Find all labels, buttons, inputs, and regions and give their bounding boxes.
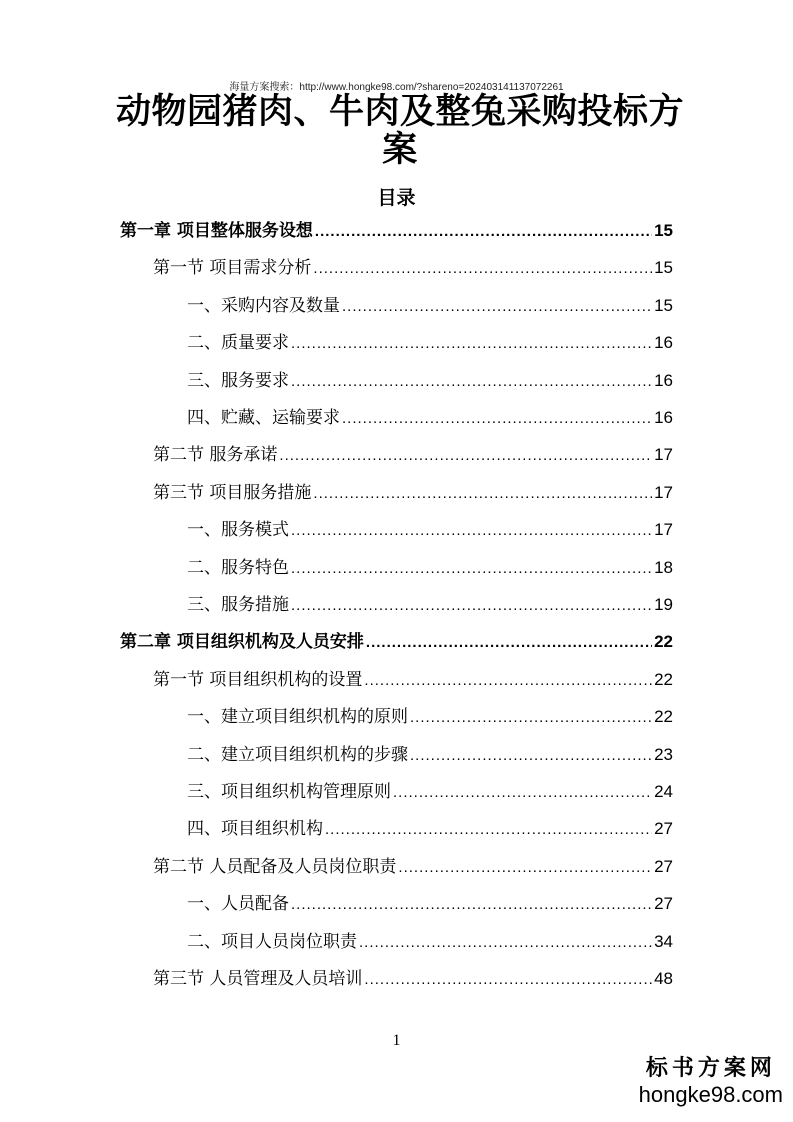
toc-entry-label: 第三节 人员管理及人员培训 (153, 969, 363, 989)
toc-entry-page: 17 (654, 520, 673, 539)
toc-leader-dots (410, 703, 652, 733)
toc-entry-section[interactable] (153, 852, 673, 882)
toc-entry-subsection[interactable] (187, 291, 673, 321)
toc-entry-section[interactable] (153, 665, 673, 695)
toc-entry-label: 一、人员配备 (187, 894, 289, 914)
toc-leader-dots (291, 890, 652, 920)
toc-entry-label: 三、项目组织机构管理原则 (187, 782, 391, 802)
toc-leader-dots (325, 815, 652, 845)
toc-entry-label: 一、建立项目组织机构的原则 (187, 707, 408, 727)
toc-entry-page: 22 (654, 632, 673, 651)
toc-entry-label: 一、服务模式 (187, 520, 289, 540)
toc-entry-label: 四、项目组织机构 (187, 819, 323, 839)
toc-leader-dots (291, 516, 652, 546)
toc-leader-dots (342, 292, 652, 322)
toc-entry-subsection[interactable] (187, 927, 673, 957)
toc-entry-page: 48 (654, 969, 673, 988)
toc-entry-subsection[interactable] (187, 553, 673, 583)
toc-entry-page: 16 (654, 371, 673, 390)
toc-leader-dots (291, 329, 652, 359)
toc-entry-page: 16 (654, 333, 673, 352)
toc-entry-subsection[interactable] (187, 777, 673, 807)
toc-entry-page: 27 (654, 819, 673, 838)
toc-entry-label: 二、项目人员岗位职责 (187, 932, 357, 952)
toc-entry-page: 24 (654, 782, 673, 801)
toc-entry-page: 23 (654, 745, 673, 764)
toc-leader-dots (410, 741, 652, 771)
toc-entry-page: 22 (654, 670, 673, 689)
toc-leader-dots (313, 254, 652, 284)
toc-entry-chapter[interactable] (120, 627, 673, 657)
toc-entry-label: 第一节 项目组织机构的设置 (153, 670, 363, 690)
toc-entry-page: 27 (654, 857, 673, 876)
toc-entry-subsection[interactable] (187, 366, 673, 396)
watermark-cn-text: 标书方案网 (645, 1056, 776, 1081)
header-source-url: 海量方案搜索：http://www.hongke98.com/?shareno=202403141137072261 (229, 82, 564, 93)
toc-entry-label: 二、服务特色 (187, 558, 289, 578)
toc-entry-label: 第二节 人员配备及人员岗位职责 (153, 857, 397, 877)
toc-leader-dots (315, 217, 652, 247)
toc-heading: 目录 (377, 187, 416, 209)
toc-entry-label: 三、服务要求 (187, 371, 289, 391)
toc-leader-dots (279, 441, 652, 471)
toc-leader-dots (359, 928, 652, 958)
toc-entry-subsection[interactable] (187, 328, 673, 358)
toc-leader-dots (291, 591, 652, 621)
toc-entry-page: 18 (654, 558, 673, 577)
toc-entry-subsection[interactable] (187, 702, 673, 732)
toc-entry-page: 15 (654, 258, 673, 277)
toc-leader-dots (393, 778, 652, 808)
toc-entry-label: 二、质量要求 (187, 333, 289, 353)
toc-entry-label: 第一节 项目需求分析 (153, 258, 312, 278)
toc-entry-subsection[interactable] (187, 889, 673, 919)
toc-leader-dots (364, 965, 652, 995)
toc-entry-page: 27 (654, 894, 673, 913)
toc-entry-page: 15 (654, 296, 673, 315)
toc-entry-chapter[interactable] (120, 216, 673, 246)
toc-entry-label: 第二章 项目组织机构及人员安排 (120, 632, 364, 652)
toc-entry-page: 17 (654, 483, 673, 502)
toc-entry-section[interactable] (153, 478, 673, 508)
toc-entry-subsection[interactable] (187, 740, 673, 770)
toc-entry-subsection[interactable] (187, 590, 673, 620)
toc-entry-label: 第一章 项目整体服务设想 (120, 221, 313, 241)
document-title: 动物园猪肉、牛肉及整兔采购投标方案 (115, 92, 684, 170)
toc-entry-subsection[interactable] (187, 515, 673, 545)
toc-entry-label: 三、服务措施 (187, 595, 289, 615)
watermark-en-text: hongke98.com (638, 1082, 783, 1107)
toc-entry-section[interactable] (153, 964, 673, 994)
toc-leader-dots (364, 666, 652, 696)
toc-entry-page: 16 (654, 408, 673, 427)
toc-entry-label: 第二节 服务承诺 (153, 445, 278, 465)
toc-entry-subsection[interactable] (187, 403, 673, 433)
page-number: 1 (392, 1032, 401, 1049)
toc-entry-section[interactable] (153, 440, 673, 470)
toc-entry-label: 四、贮藏、运输要求 (187, 408, 340, 428)
toc-entry-label: 第三节 项目服务措施 (153, 483, 312, 503)
toc-leader-dots (366, 628, 652, 658)
toc-entry-page: 19 (654, 595, 673, 614)
toc-entry-section[interactable] (153, 253, 673, 283)
toc-entry-page: 34 (654, 932, 673, 951)
toc-entry-label: 二、建立项目组织机构的步骤 (187, 745, 408, 765)
toc-entry-page: 22 (654, 707, 673, 726)
toc-leader-dots (291, 554, 652, 584)
toc-entry-subsection[interactable] (187, 814, 673, 844)
toc-entry-page: 15 (654, 221, 673, 240)
toc-leader-dots (398, 853, 652, 883)
watermark-logo (639, 1056, 783, 1108)
toc-leader-dots (342, 404, 652, 434)
toc-leader-dots (313, 479, 652, 509)
toc-entry-page: 17 (654, 445, 673, 464)
toc-leader-dots (291, 367, 652, 397)
toc-entry-label: 一、采购内容及数量 (187, 296, 340, 316)
